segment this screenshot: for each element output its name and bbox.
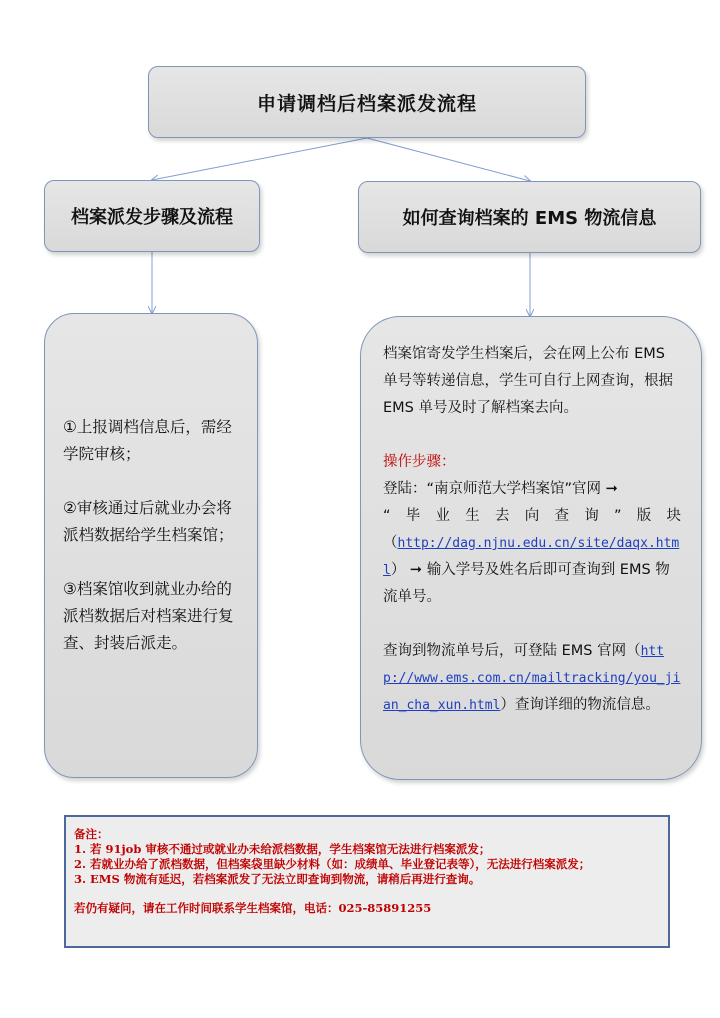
link1-after-text: ） ➞ 输入学号及姓名后即可查询到 EMS 物流单号。 (383, 562, 670, 605)
connector-title-to-left (152, 138, 367, 180)
archive-query-link[interactable]: http://dag.njnu.edu.cn/site/daqx.html (383, 536, 680, 578)
note-item: 2. 若就业办给了派档数据，但档案袋里缺少材料（如：成绩单、毕业登记表等），无法进行档案派发； (74, 857, 591, 871)
dispatch-steps-detail (44, 313, 258, 778)
note-item: 3. EMS 物流有延迟，若档案派发了无法立即查询到物流，请稍后再进行查询。 (74, 872, 481, 886)
ems-query-detail (360, 316, 702, 780)
contact-info: 若仍有疑问，请在工作时间联系学生档案馆，电话：025-85891255 (74, 901, 432, 915)
dispatch-step-2: ②审核通过后就业办会将派档数据给学生档案馆； (63, 499, 234, 544)
ems-query-text: 查询到物流单号后，可登陆 EMS 官网（ (383, 643, 641, 659)
dispatch-step-1: ①上报调档信息后，需经学院审核； (63, 418, 232, 463)
link2-paragraph (383, 638, 681, 719)
flow-title: 申请调档后档案派发流程 (256, 92, 477, 115)
link1-paragraph (383, 530, 681, 611)
dispatch-step-3: ③档案馆收到就业办给的派档数据后对档案进行复查、封装后派走。 (63, 580, 234, 652)
note-item: 1. 若 91job 审核不通过或就业办未给派档数据，学生档案馆无法进行档案派发； (74, 842, 491, 856)
link2-after-text: ）查询详细的物流信息。 (500, 697, 660, 713)
ems-query-box (358, 181, 701, 253)
connector-title-to-right (367, 138, 530, 181)
steps-heading: 操作步骤： (383, 454, 456, 470)
flow-title-box (148, 66, 586, 138)
login-step: 登陆：“南京师范大学档案馆”官网 ➞ (383, 481, 618, 497)
section-name: “毕业生去向查询”版块 (383, 508, 681, 524)
dispatch-steps-box (44, 180, 260, 252)
link1-open: （ (383, 535, 398, 551)
dispatch-steps-title: 档案派发步骤及流程 (71, 207, 233, 228)
ems-intro-text: 档案馆寄发学生档案后，会在网上公布 EMS 单号等转递信息，学生可自行上网查询，根据 EMS 单号及时了解档案去向。 (383, 346, 673, 416)
notes-box (64, 815, 670, 948)
notes-heading: 备注： (74, 827, 109, 841)
ems-tracking-link[interactable]: http://www.ems.com.cn/mailtracking/you_jian_cha_xun.html (383, 644, 681, 713)
ems-query-title: 如何查询档案的 EMS 物流信息 (402, 208, 657, 229)
